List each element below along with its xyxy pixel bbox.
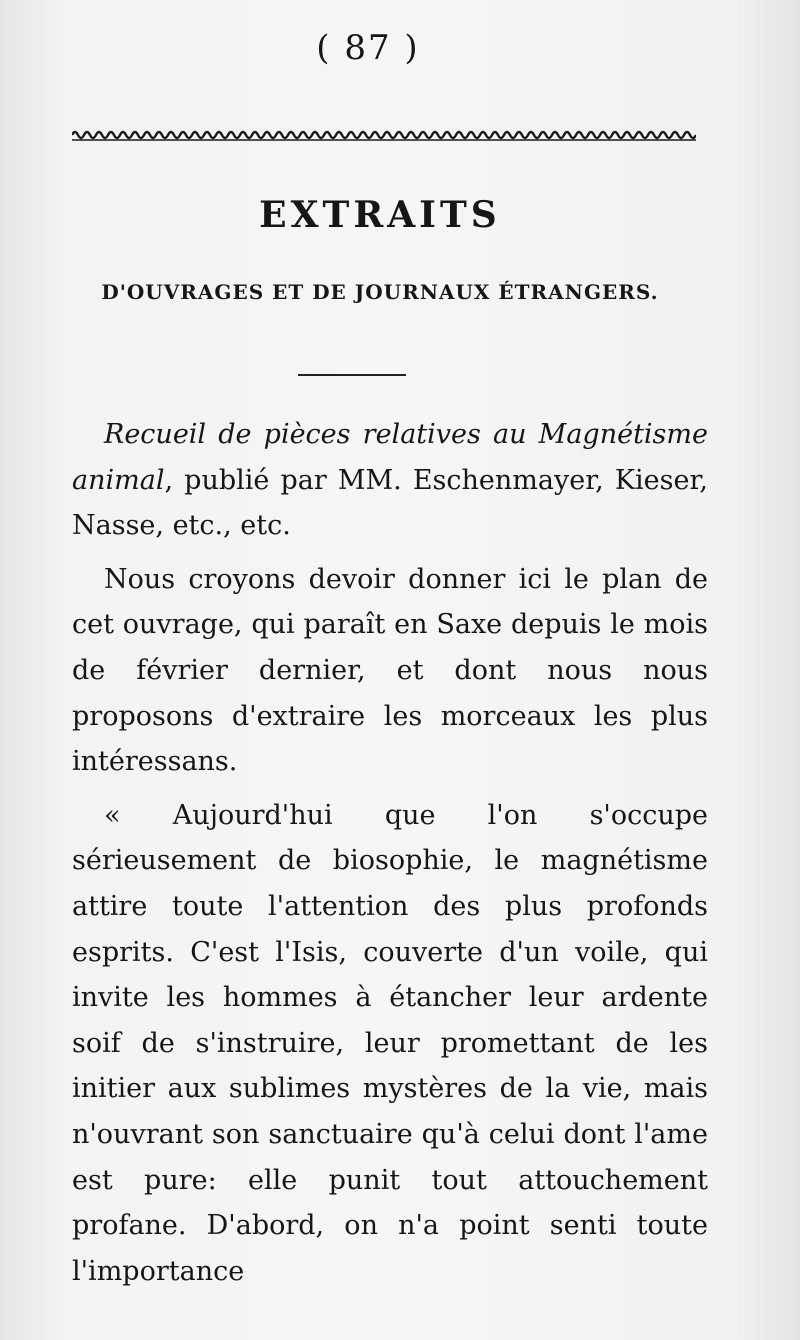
ornamental-rule bbox=[72, 128, 696, 142]
body-text bbox=[72, 412, 708, 1302]
citation-title: Recueil de pièces relatives au Magnétisme animal bbox=[72, 419, 708, 496]
section-title: EXTRAITS bbox=[259, 194, 501, 236]
paragraph: « Aujourd'hui que l'on s'occupe sérieusement de biosophie, le magnétisme attire toute l'attention des plus profonds esprits. C'est l'Isis, couverte d'un voile, qui invite les hommes à étancher leur ardente soif de s'instruire, leur promettant de les initier aux sublimes mystères de la vie, mais n'ouvrant son sanctuaire qu'à celui dont l'ame est pure: elle punit tout attouchement profane. D'abord, on n'a point senti toute l'importance bbox=[72, 799, 708, 1287]
divider bbox=[298, 374, 406, 376]
paragraph: Nous croyons devoir donner ici le plan de cet ouvrage, qui paraît en Saxe depuis le mois de février dernier, et dont nous nous proposons d'extraire les morceaux les plus intéressans. bbox=[72, 563, 708, 778]
citation-paragraph bbox=[72, 412, 708, 549]
citation-rest: , publié par MM. Eschenmayer, Kieser, Nasse, etc., etc. bbox=[72, 464, 708, 542]
page-number: ( 87 ) bbox=[316, 28, 420, 68]
section-subtitle: D'OUVRAGES ET DE JOURNAUX ÉTRANGERS. bbox=[101, 280, 659, 304]
